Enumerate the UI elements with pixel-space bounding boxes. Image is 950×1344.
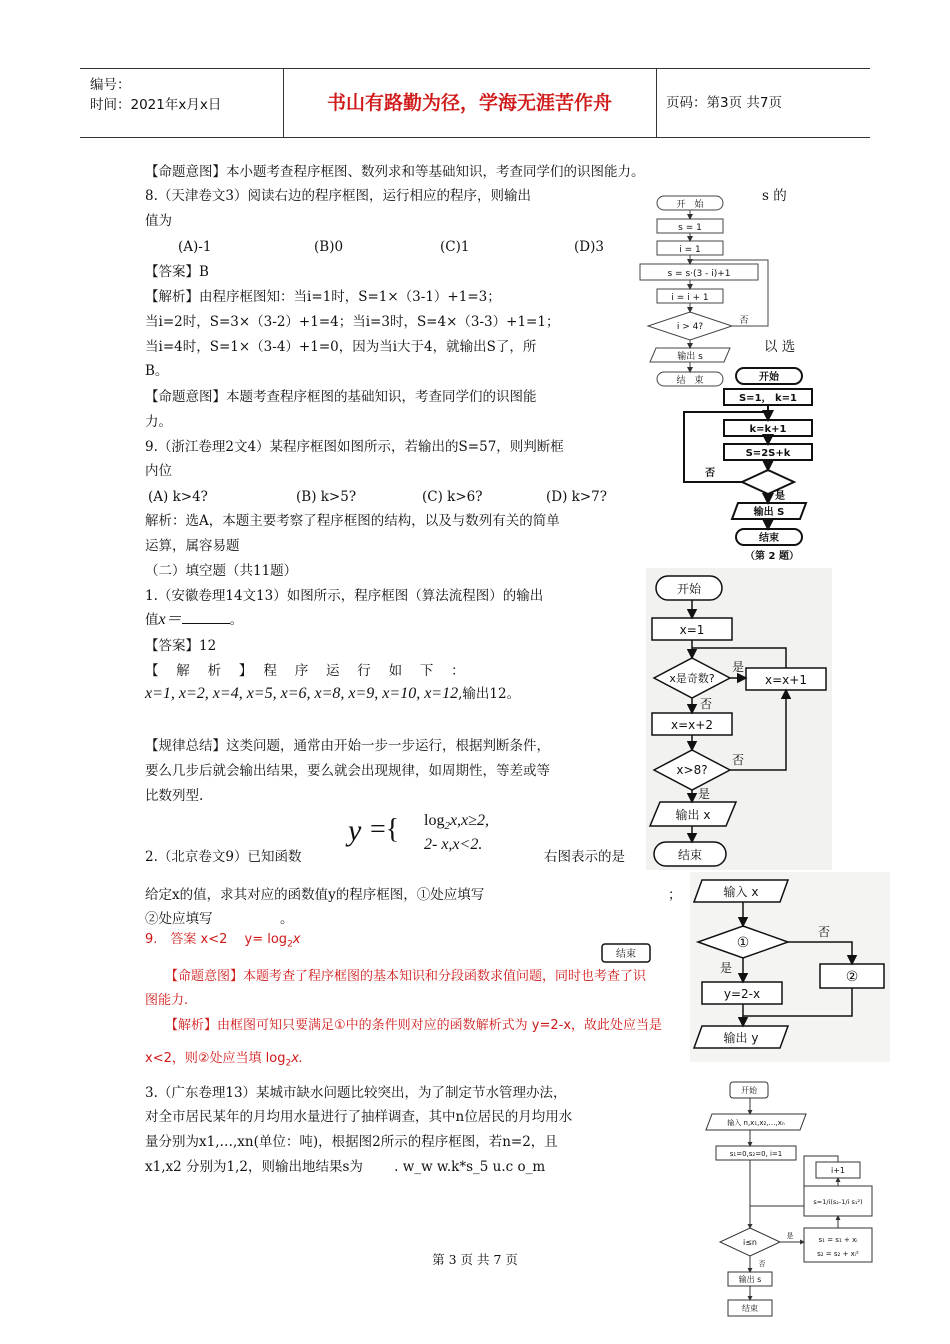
fc5-in-label: 输入 n,x₁,x₂,…,xₙ — [727, 1119, 785, 1127]
question-9: 9.（浙江卷理2文4）某程序框图如图所示，若输出的S=57，则判断框 — [145, 439, 564, 455]
fc2-out-label: 输出 S — [753, 507, 785, 518]
page-footer: 第 3 页 共 7 页 — [432, 1252, 518, 1267]
fc4-out-label: 输出 y — [723, 1031, 759, 1045]
question-fb2-tail: 右图表示的是 — [544, 849, 625, 865]
fc2-yes-label: 是 — [775, 491, 785, 502]
option-9a: (A) k>4? — [148, 489, 208, 505]
fc3-no2-label: 否 — [731, 753, 745, 767]
fc5-init-label: s₁=0,s₂=0, i=1 — [729, 1150, 783, 1158]
pw-eq: ={ — [370, 814, 400, 845]
analysis-q9-2: 运算，属容易题 — [145, 538, 240, 554]
fc5-end-label: 结束 — [742, 1304, 758, 1313]
intent-q8-1: 【命题意图】本题考查程序框图的基础知识，考查同学们的识图能 — [145, 389, 537, 405]
analysis-q8-4: B。 — [145, 363, 169, 379]
fc3-end-label: 结束 — [677, 848, 703, 862]
fc5-start-label: 开始 — [741, 1086, 757, 1095]
analysis-fb1-seq — [145, 685, 520, 703]
fc4-c2-label: ② — [845, 969, 859, 985]
fc5-cond-label: i≤n — [743, 1238, 757, 1247]
pw-top-rest: x,x≥2, — [449, 812, 489, 829]
pw-y: y — [348, 814, 362, 847]
fc1-end-label: 结 束 — [676, 376, 704, 386]
question-fb2: 2.（北京卷文9）已知函数 — [145, 849, 302, 865]
flowchart-anhui — [646, 568, 832, 870]
question-fb2-b-tail: ； — [668, 887, 682, 903]
fc2-no-label: 否 — [705, 468, 715, 479]
fc1-update-label: s = s·(3 - i)+1 — [667, 269, 731, 279]
question-fb3-1: 3.（广东卷理13）某城市缺水问题比较突出，为了制定节水管理办法， — [145, 1085, 567, 1101]
fc5-upd2-label: s₂ = s₂ + xᵢ² — [817, 1250, 859, 1258]
fc2-caption: （第 2 题） — [745, 551, 799, 562]
option-c: (C)1 — [440, 239, 470, 255]
piecewise-function — [348, 808, 548, 868]
fc3-start-label: 开始 — [676, 582, 702, 596]
question-fb3-2: 对全市居民某年的月均用水量进行了抽样调查，其中n位居民的月均用水 — [145, 1109, 573, 1125]
intent-fb2-2: 图能力. — [145, 993, 189, 1008]
line-q8-b: 值为 — [145, 213, 172, 229]
fc4-c1-label: ① — [736, 935, 750, 951]
pw-top — [424, 812, 489, 832]
fc3-no1-label: 否 — [699, 697, 713, 711]
summary-2: 要么几步后就会输出结果，要么就会出现规律，如周期性，等差或等 — [145, 763, 550, 779]
analysis-fb2-2 — [145, 1050, 303, 1073]
fc1-i1-label: i = 1 — [679, 245, 701, 255]
fc1-out-label: 输出 s — [677, 352, 703, 362]
header-motto: 书山有路勤为径，学海无涯苦作舟 — [283, 69, 657, 137]
answer-fb2 — [145, 931, 301, 954]
fb1-suffix: 。 — [229, 612, 244, 628]
fc1-cond-label: i > 4? — [676, 322, 704, 332]
line-q8: 8.（天津卷文3）阅读右边的程序框图，运行相应的程序，则输出 — [145, 188, 531, 204]
code-label: 编号： — [90, 77, 131, 93]
answer-fb1: 【答案】12 — [145, 638, 217, 654]
flowchart-beijing — [598, 872, 890, 1062]
question-fb1: 1.（安徽卷理14文13）如图所示，程序框图（算法流程图）的输出 — [145, 588, 544, 604]
analysis-q9-1: 解析：选A，本题主要考察了程序框图的结构，以及与数列有关的简单 — [145, 513, 560, 529]
flowchart-guangdong — [688, 1078, 878, 1324]
summary-1: 【规律总结】这类问题，通常由开始一步一步运行，根据判断条件， — [145, 738, 550, 754]
answer-q8: 【答案】B — [145, 264, 209, 280]
fc5-no-label: 否 — [758, 1260, 766, 1268]
fc5-inc-label: i+1 — [830, 1166, 846, 1175]
fc2-end-label: 结束 — [759, 533, 779, 544]
fc2-k-label: k=k+1 — [749, 424, 787, 435]
option-b: (B)0 — [314, 239, 344, 255]
analysis-q8-3: 当i=4时，S=1×（3-4）+1=0，因为当i大于4，就输出S了，所 — [145, 339, 537, 355]
fc4-yes-label: 是 — [719, 961, 733, 975]
analysis-fb2-1: 【解析】由框图可知只要满足①中的条件则对应的函数解析式为 y=2-x，故此处应当是 — [165, 1018, 663, 1033]
fc3-xp2-label: x=x+2 — [671, 718, 713, 732]
flowchart-zhejiang — [676, 364, 826, 564]
section-fill-blank: （二）填空题（共11题） — [145, 563, 298, 579]
fb1-sequence: x=1, x=2, x=4, x=5, x=6, x=8, x=9, x=10, x=12 — [145, 685, 459, 702]
fc2-start-label: 开始 — [759, 372, 779, 383]
fc3-out-label: 输出 x — [675, 808, 711, 822]
pw-top-sub: 2 — [444, 820, 450, 833]
question-fb3-4: x1,x2 分别为1,2，则输出地结果s为 . w_w w.k*s_5 u.c o_m — [145, 1159, 546, 1175]
page-header — [80, 68, 870, 138]
fb1-prefix: 值 — [145, 612, 159, 628]
pw-top-log: log — [424, 812, 445, 829]
header-page-label: 页码：第3页 共7页 — [666, 95, 782, 111]
answer-fb2-text: 9. 答案 x<2 y= log — [145, 932, 288, 947]
question-fb3-3: 量分别为x1,…,xn(单位：吨)，根据图2所示的程序框图，若n=2，且 — [145, 1134, 558, 1150]
fb1-output: ,输出12。 — [458, 686, 521, 702]
fc4-no-label: 否 — [817, 925, 831, 939]
question-9-b: 内位 — [145, 463, 172, 479]
option-d: (D)3 — [574, 239, 604, 255]
answer-fb2-sub: 2 — [287, 939, 293, 950]
analysis-fb1-head: 【 解 析 】 程 序 运 行 如 下 ： — [145, 663, 465, 679]
date-label: 时间：2021年x月x日 — [90, 97, 222, 113]
fc5-yes-label: 是 — [786, 1232, 794, 1240]
option-9b: (B) k>5? — [296, 489, 357, 505]
question-fb2-c: ②处应填写 。 — [145, 911, 294, 927]
fc4-end-small-label: 结束 — [616, 949, 636, 960]
analysis-fb2-2-text: x<2，则②处应当填 log — [145, 1051, 286, 1066]
fb1-x-eq: x＝ — [158, 611, 182, 628]
fc3-cond1-label: x是奇数? — [669, 672, 715, 685]
intent-fb2-1: 【命题意图】本题考查了程序框图的基本知识和分段函数求值问题，同时也考查了识 — [165, 969, 647, 984]
fc3-cond2-label: x>8? — [676, 763, 708, 777]
option-a: (A)-1 — [178, 239, 212, 255]
fc2-s-label: S=2S+k — [745, 448, 791, 459]
analysis-q8-2: 当i=2时，S=3×（3-2）+1=4；当i=3时，S=4×（3-3）+1=1； — [145, 314, 560, 330]
fb1-blank — [182, 610, 230, 624]
option-9c: (C) k>6? — [422, 489, 483, 505]
fc2-cond — [742, 470, 794, 494]
fc3-xp1-label: x=x+1 — [765, 673, 807, 687]
header-meta — [80, 69, 284, 137]
analysis-q8-3-tail: 以 选 — [764, 339, 796, 355]
answer-fb2-x: x — [292, 932, 301, 947]
fc4-y2-label: y=2-x — [723, 987, 761, 1001]
fc1-no-label: 否 — [739, 316, 749, 326]
fc1-s1-label: s = 1 — [678, 223, 702, 233]
summary-3: 比数列型. — [145, 788, 204, 804]
fc3-yes1-label: 是 — [731, 660, 745, 674]
analysis-fb2-2-x: x. — [291, 1051, 304, 1066]
analysis-q8-1: 【解析】由程序框图知：当i=1时，S=1×（3-1）+1=3； — [145, 289, 501, 305]
analysis-fb2-2-sub: 2 — [285, 1058, 292, 1069]
fc5-out-label: 输出 s — [738, 1275, 762, 1284]
fc1-start-label: 开 始 — [676, 200, 704, 210]
question-fb1-b — [145, 610, 243, 629]
line-q8-tail: s 的 — [762, 188, 787, 204]
line-intent-1: 【命题意图】本小题考查程序框图、数列求和等基础知识，考查同学们的识图能力。 — [145, 164, 645, 180]
fc5-formula-label: s=1/i(s₂-1/i s₁²) — [813, 1198, 863, 1206]
fc3-yes2-label: 是 — [697, 787, 711, 801]
fc5-upd1-label: s₁ = s₁ + xᵢ — [818, 1236, 858, 1244]
fc3-x1-label: x=1 — [679, 623, 705, 637]
fc4-in-label: 输入 x — [723, 885, 759, 899]
question-fb2-b: 给定x的值，求其对应的函数值y的程序框图，①处应填写 — [145, 887, 485, 903]
intent-q8-2: 力。 — [145, 414, 172, 430]
pw-bottom: 2- x,x<2. — [424, 836, 483, 853]
option-9d: (D) k>7? — [546, 489, 607, 505]
fc2-init-label: S=1， k=1 — [738, 393, 798, 404]
fc1-inc-label: i = i + 1 — [671, 293, 709, 303]
